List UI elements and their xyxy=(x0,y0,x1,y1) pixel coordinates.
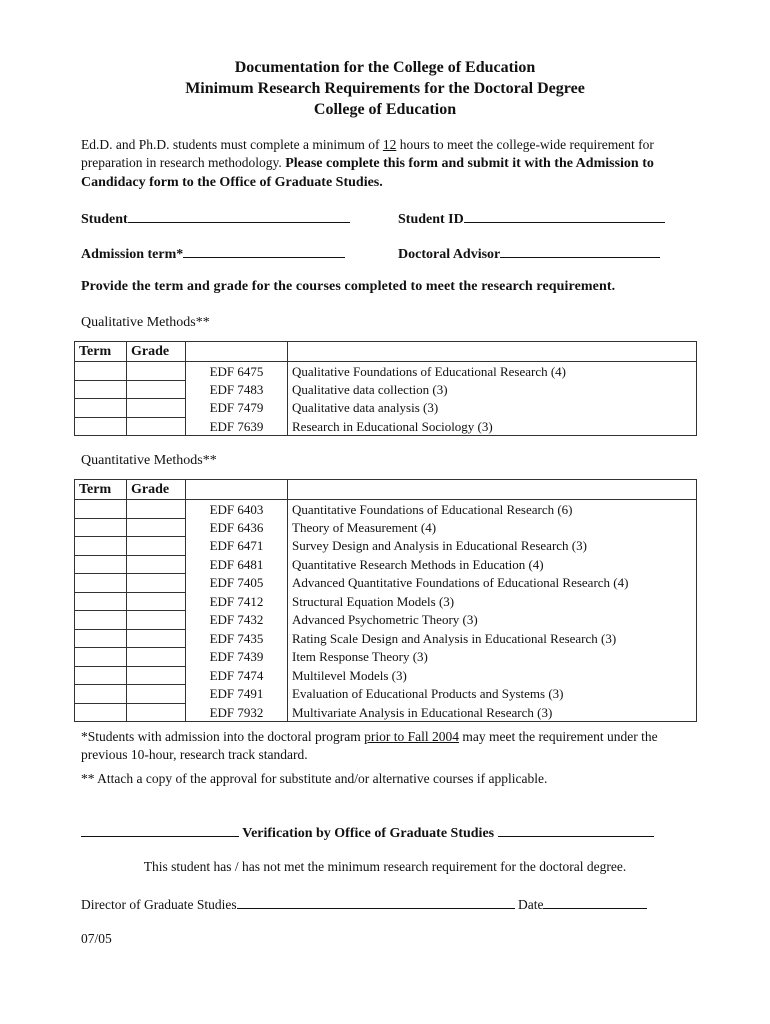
term-cell[interactable] xyxy=(75,629,127,648)
intro-paragraph xyxy=(81,136,681,192)
student-id-field[interactable] xyxy=(398,209,665,228)
term-cell[interactable] xyxy=(75,380,127,399)
course-name: Evaluation of Educational Products and Systems (3) xyxy=(288,685,697,704)
grade-cell[interactable] xyxy=(127,518,186,537)
course-code: EDF 6471 xyxy=(186,537,288,556)
table-row xyxy=(75,555,697,574)
course-code: EDF 7412 xyxy=(186,592,288,611)
course-code: EDF 7483 xyxy=(186,380,288,399)
course-code: EDF 7491 xyxy=(186,685,288,704)
table-row xyxy=(75,703,697,722)
intro-hours: 12 xyxy=(382,137,397,152)
doctoral-advisor-label: Doctoral Advisor xyxy=(398,247,501,262)
table-row xyxy=(75,666,697,685)
term-cell[interactable] xyxy=(75,537,127,556)
table-row xyxy=(75,685,697,704)
table-row xyxy=(75,574,697,593)
course-name: Survey Design and Analysis in Educational Research (3) xyxy=(288,537,697,556)
course-name: Multivariate Analysis in Educational Research (3) xyxy=(288,703,697,722)
quantitative-heading: Quantitative Methods** xyxy=(81,453,217,468)
course-name: Qualitative data collection (3) xyxy=(288,380,697,399)
director-signature-row xyxy=(81,895,647,913)
course-name: Rating Scale Design and Analysis in Educational Research (3) xyxy=(288,629,697,648)
table-row xyxy=(75,611,697,630)
verification-statement: This student has / has not met the minimum research requirement for the doctoral degree. xyxy=(143,859,627,874)
grade-header: Grade xyxy=(127,342,186,362)
grade-cell[interactable] xyxy=(127,399,186,418)
course-code: EDF 7439 xyxy=(186,648,288,667)
term-cell[interactable] xyxy=(75,417,127,436)
footnote-2: ** Attach a copy of the approval for substitute and/or alternative courses if applicable. xyxy=(81,771,548,786)
term-cell[interactable] xyxy=(75,362,127,381)
course-code: EDF 7639 xyxy=(186,417,288,436)
doctoral-advisor-input-line[interactable] xyxy=(500,244,660,258)
grade-cell[interactable] xyxy=(127,629,186,648)
intro-text-2: hours to meet the college-wide requirement for preparation in research methodology. xyxy=(81,137,654,170)
term-cell[interactable] xyxy=(75,399,127,418)
course-code: EDF 7474 xyxy=(186,666,288,685)
course-name: Research in Educational Sociology (3) xyxy=(288,417,697,436)
table-row xyxy=(75,629,697,648)
title-line-1: Documentation for the College of Education xyxy=(234,59,536,76)
header-blank xyxy=(288,480,697,500)
verification-rule-right xyxy=(498,822,654,837)
table-row xyxy=(75,417,697,436)
table-header-row xyxy=(75,342,697,362)
table-row xyxy=(75,500,697,519)
course-code: EDF 7432 xyxy=(186,611,288,630)
term-cell[interactable] xyxy=(75,703,127,722)
course-name: Qualitative data analysis (3) xyxy=(288,399,697,418)
course-name: Quantitative Foundations of Educational Research (6) xyxy=(288,500,697,519)
verification-title: Verification by Office of Graduate Studies xyxy=(242,826,495,841)
course-name: Advanced Psychometric Theory (3) xyxy=(288,611,697,630)
student-label: Student xyxy=(81,212,128,227)
footnote-1-text-b: may meet the requirement under the previous 10-hour, research track standard. xyxy=(81,729,658,762)
grade-cell[interactable] xyxy=(127,703,186,722)
intro-text-1: Ed.D. and Ph.D. students must complete a minimum of xyxy=(81,137,383,152)
grade-cell[interactable] xyxy=(127,592,186,611)
revision-date: 07/05 xyxy=(81,931,112,946)
verification-rule-left xyxy=(81,822,239,837)
term-cell[interactable] xyxy=(75,500,127,519)
table-row xyxy=(75,362,697,381)
header-blank xyxy=(288,342,697,362)
qualitative-heading: Qualitative Methods** xyxy=(81,315,210,330)
grade-cell[interactable] xyxy=(127,555,186,574)
course-code: EDF 6403 xyxy=(186,500,288,519)
table-row xyxy=(75,399,697,418)
director-signature-line[interactable] xyxy=(237,895,515,909)
title-line-3: College of Education xyxy=(313,101,457,118)
table-row xyxy=(75,592,697,611)
admission-term-label: Admission term* xyxy=(81,247,184,262)
student-id-input-line[interactable] xyxy=(464,209,665,223)
header-blank xyxy=(186,480,288,500)
grade-cell[interactable] xyxy=(127,648,186,667)
course-code: EDF 7405 xyxy=(186,574,288,593)
course-name: Structural Equation Models (3) xyxy=(288,592,697,611)
grade-header: Grade xyxy=(127,480,186,500)
table-row xyxy=(75,648,697,667)
table-row xyxy=(75,537,697,556)
course-name: Quantitative Research Methods in Education (4) xyxy=(288,555,697,574)
table-header-row xyxy=(75,480,697,500)
grade-cell[interactable] xyxy=(127,666,186,685)
course-name: Item Response Theory (3) xyxy=(288,648,697,667)
course-code: EDF 7435 xyxy=(186,629,288,648)
director-label: Director of Graduate Studies xyxy=(81,897,237,912)
course-prompt: Provide the term and grade for the courses completed to meet the research requirement. xyxy=(81,279,616,294)
qualitative-table xyxy=(74,341,697,436)
term-cell[interactable] xyxy=(75,555,127,574)
course-code: EDF 7479 xyxy=(186,399,288,418)
grade-cell[interactable] xyxy=(127,685,186,704)
course-name: Qualitative Foundations of Educational Research (4) xyxy=(288,362,697,381)
grade-cell[interactable] xyxy=(127,380,186,399)
title-line-2: Minimum Research Requirements for the Doctoral Degree xyxy=(185,80,585,97)
grade-cell[interactable] xyxy=(127,362,186,381)
course-name: Multilevel Models (3) xyxy=(288,666,697,685)
footnote-1 xyxy=(81,728,691,764)
term-cell[interactable] xyxy=(75,666,127,685)
term-cell[interactable] xyxy=(75,648,127,667)
doctoral-advisor-field[interactable] xyxy=(398,244,660,263)
quantitative-table xyxy=(74,479,697,722)
student-input-line[interactable] xyxy=(128,209,350,223)
grade-cell[interactable] xyxy=(127,537,186,556)
admission-term-input-line[interactable] xyxy=(183,244,345,258)
grade-cell[interactable] xyxy=(127,611,186,630)
term-cell[interactable] xyxy=(75,592,127,611)
term-header: Term xyxy=(75,480,127,500)
course-code: EDF 6475 xyxy=(186,362,288,381)
grade-cell[interactable] xyxy=(127,500,186,519)
footnote-1-text-a: *Students with admission into the doctoral program xyxy=(81,729,365,744)
term-cell[interactable] xyxy=(75,518,127,537)
grade-cell[interactable] xyxy=(127,574,186,593)
form-title xyxy=(0,57,770,120)
intro-instruction: Please complete this form and submit it with the Admission to Candidacy form to the Office of Graduate Studies. xyxy=(81,156,654,190)
date-line[interactable] xyxy=(543,895,647,909)
grade-cell[interactable] xyxy=(127,417,186,436)
course-name: Theory of Measurement (4) xyxy=(288,518,697,537)
student-id-label: Student ID xyxy=(398,212,464,227)
term-cell[interactable] xyxy=(75,685,127,704)
footnote-1-underlined: prior to Fall 2004 xyxy=(364,729,459,744)
course-name: Advanced Quantitative Foundations of Educational Research (4) xyxy=(288,574,697,593)
admission-term-field[interactable] xyxy=(81,244,345,263)
verification-header xyxy=(81,822,681,842)
term-cell[interactable] xyxy=(75,574,127,593)
term-header: Term xyxy=(75,342,127,362)
table-row xyxy=(75,380,697,399)
course-code: EDF 6481 xyxy=(186,555,288,574)
student-field[interactable] xyxy=(81,209,350,228)
course-code: EDF 6436 xyxy=(186,518,288,537)
header-blank xyxy=(186,342,288,362)
term-cell[interactable] xyxy=(75,611,127,630)
table-row xyxy=(75,518,697,537)
course-code: EDF 7932 xyxy=(186,703,288,722)
date-label: Date xyxy=(517,897,544,912)
